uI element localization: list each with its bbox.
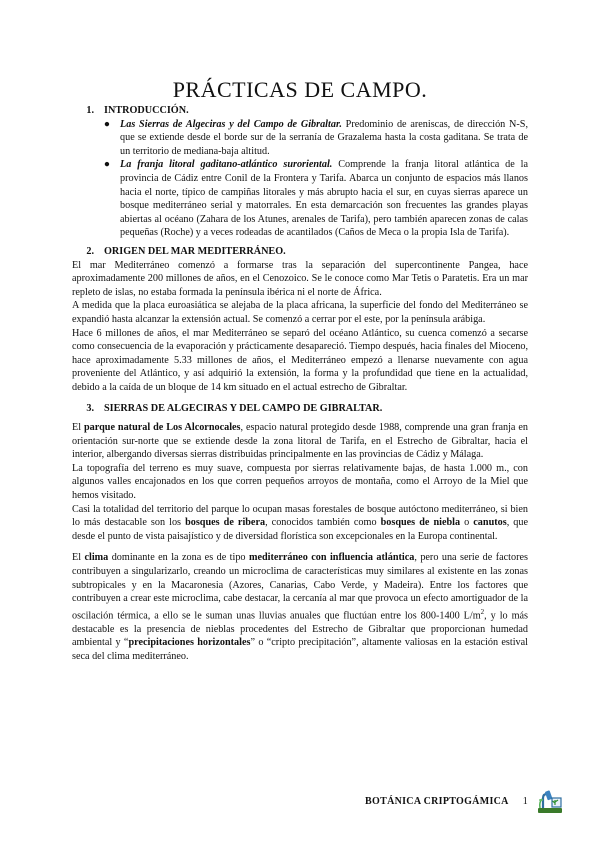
page-footer xyxy=(300,796,528,807)
section-number: 2. xyxy=(86,245,94,257)
document-body xyxy=(72,104,528,664)
microscope-plant-icon xyxy=(535,786,565,816)
section-title: SIERRAS DE ALGECIRAS Y DEL CAMPO DE GIBRALTAR. xyxy=(104,403,383,415)
bullet-icon: ● xyxy=(103,118,110,130)
emphasis: parque natural de Los Alcornocales xyxy=(84,422,241,434)
emphasis: canutos xyxy=(473,517,507,529)
paragraph: La topografía del terreno es muy suave, compuesta por sierras relativamente bajas, de hasta 1.000 m., con algunos valles encajonados en los que corren pequeños arroyos de montaña, como el Arroyo de la Miel que hemos visitado. xyxy=(72,462,528,502)
emphasis: bosques de niebla xyxy=(380,517,461,529)
page-title: PRÁCTICAS DE CAMPO. xyxy=(172,77,428,102)
section-heading xyxy=(72,104,528,118)
section-heading xyxy=(72,402,528,416)
section-heading xyxy=(72,245,528,259)
paragraph: Casi la totalidad del territorio del parque lo ocupan masas forestales de bosque autóctono mediterráneo, si bien lo más destacable son los bosques de ribera, conocidos también como bosques de niebla o canutos, que desde el punto de vista paisajístico y de diversidad florística son excepcionales en la Europa continental. xyxy=(72,503,528,542)
section-number: 3. xyxy=(86,403,94,415)
emphasis: precipitaciones horizontales xyxy=(128,637,251,649)
paragraph: El clima dominante en la zona es de tipo mediterráneo con influencia atlántica, pero una serie de factores contribuyen a singularizarlo, creando un microclima de características muy similares al existente en las zonas subtropicales y en la Macaronesia (Azores, Canarias, Cabo Verde, y Madeira). Entre los factores que contribuyen a crear este microclima, cabe destacar, la cercanía al mar que provoca un efecto amortiguador de la oscilación térmica, a ello se le suman unas lluvias anuales que fluctúan entre los 800-1400 $L/m^2$, y lo más destacable es la presencia de nieblas procedentes del Estrecho de Gibraltar que proporcionan humedad ambiental y “precipitaciones horizontales” o “cripto precipitación”, altamente valiosas en la estación estival seca del clima mediterráneo. xyxy=(72,552,529,662)
paragraph: A medida que la placa euroasiática se alejaba de la placa africana, la superficie del fondo del Mediterráneo se expandió hasta alcanzar la extensión actual. Se comenzó a cerrar por el este, por la península arábiga. xyxy=(72,300,528,325)
paragraph: Hace 6 millones de años, el mar Mediterráneo se separó del océano Atlántico, su cuenca comenzó a secarse como consecuencia de la evaporación y prácticamente desapareció. Tiempo después, hacia finales del Mioceno, hace aproximadamente 5.33 millones de años, el Mediterráneo empezó a llenarse nuevamente con agua proveniente del Atlántico, y así adquirió la extensión, la forma y la profundidad que tiene en la actualidad, debido a la caída de un bloque de 14 km situado en el actual estrecho de Gibraltar. xyxy=(72,327,528,393)
bullet-text: Predominio de areniscas, de dirección N-S, que se extiende desde el borde sur de la serranía de Grazalema hasta la costa gaditana. Se trata de un territorio de mediana-baja altitud. xyxy=(120,118,528,157)
emphasis: bosques de ribera xyxy=(185,517,266,529)
list-item xyxy=(72,118,528,159)
page-number: 1 xyxy=(522,796,528,807)
bullet-icon: ● xyxy=(103,159,110,171)
section-number: 1. xyxy=(86,105,94,116)
paragraph: El mar Mediterráneo comenzó a formarse tras la separación del supercontinente Pangea, hace aproximadamente 200 millones de años, en el Cenozoico. Se le conoce como Mar Tetis o Paratetis. Era un mar repleto de islas, no estaba formada la península ibérica ni el norte de África. xyxy=(72,259,528,298)
list-item xyxy=(72,158,528,240)
section-title: INTRODUCCIÓN. xyxy=(104,105,189,116)
bullet-lead: Las Sierras de Algeciras y del Campo de Gibraltar. xyxy=(120,118,342,130)
emphasis: mediterráneo con influencia atlántica xyxy=(248,552,415,564)
emphasis: clima xyxy=(84,552,109,564)
bullet-text: Comprende la franja litoral atlántica de la provincia de Cádiz entre Conil de la Frontera y Tarifa. Abarca un conjunto de espacios más llanos hacia el norte, típico de campiñas litorales y más abrupto hacia el sur, en cuyas sierras aparece un bosque mediterráneo serial y matorrales. En esta demarcación son frecuentes las grandes playas abiertas al océano (Zahara de los Atunes, arenales de Tarifa), pero también aparecen zonas de calas pequeñas (Roche) y a veces rodeadas de acantilados (Caños de Meca o la propia Isla de Tarifa). xyxy=(120,159,528,239)
footer-title: BOTÁNICA CRIPTOGÁMICA xyxy=(365,796,509,807)
section-title: ORIGEN DEL MAR MEDITERRÁNEO. xyxy=(104,245,286,257)
bullet-lead: La franja litoral gaditano-atlántico suroriental. xyxy=(120,159,333,171)
paragraph: El parque natural de Los Alcornocales, espacio natural protegido desde 1988, comprende una gran franja en orientación sur-norte que se extiende desde la zona litoral de Tarifa, en el Estrecho de Gibraltar, hacia el interior, albergando diversas sierras distribuidas principalmente en las provincias de Cádiz y Málaga. xyxy=(72,422,528,461)
